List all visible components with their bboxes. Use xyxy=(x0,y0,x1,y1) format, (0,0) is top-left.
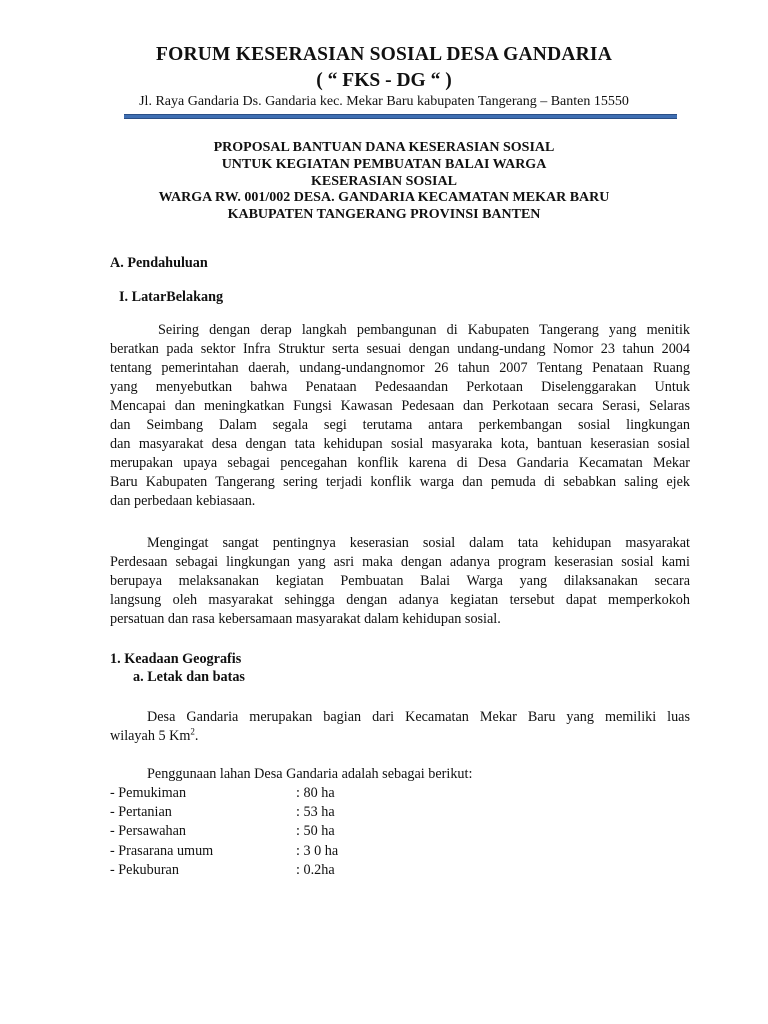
organization-abbreviation: ( “ FKS - DG “ ) xyxy=(316,70,452,91)
land-use-value: : 0.2ha xyxy=(296,862,335,878)
section-heading-letak-batas: a. Letak dan batas xyxy=(133,669,245,685)
area-suffix: . xyxy=(194,728,199,744)
proposal-title-line: KABUPATEN TANGERANG PROVINSI BANTEN xyxy=(227,207,541,222)
proposal-title-line: WARGA RW. 001/002 DESA. GANDARIA KECAMATAN MEKAR BARU xyxy=(158,190,610,205)
land-use-value: : 3 0 ha xyxy=(296,843,339,859)
land-use-label: - Prasarana umum xyxy=(110,843,214,859)
paragraph-line: Perdesaan sebagai lingkungan yang asri maka dengan adanya program keserasian sosial kami xyxy=(110,554,690,570)
paragraph-luas-wilayah xyxy=(110,708,690,746)
paragraph-line: Mengingat sangat pentingnya keserasian sosial dalam tata kehidupan masyarakat xyxy=(147,535,690,551)
paragraph-line: persatuan dan rasa kebersamaan masyarakat dalam kehidupan sosial. xyxy=(110,611,501,627)
land-use-label: - Pertanian xyxy=(110,804,172,820)
proposal-title-line: UNTUK KEGIATAN PEMBUATAN BALAI WARGA xyxy=(221,157,547,172)
paragraph-keserasian xyxy=(110,534,690,629)
section-heading-geografis: 1. Keadaan Geografis xyxy=(110,651,242,667)
paragraph-line: berupaya melaksanakan kegiatan Pembuatan Balai Warga yang dilaksanakan secara xyxy=(110,573,690,589)
proposal-title-line: PROPOSAL BANTUAN DANA KESERASIAN SOSIAL xyxy=(213,140,555,155)
paragraph-line xyxy=(110,727,690,746)
paragraph-line: tentang pemerintahan daerah, undang-undangnomor 26 tahun 2007 Tentang Penataan Ruang xyxy=(110,360,690,376)
paragraph-line: dan Seimbang Dalam segala segi terutama antara perkembangan sosial lingkungan xyxy=(110,417,690,433)
paragraph-line: merupakan upaya sebagai pencegahan konflik karena di Desa Gandaria Kecamatan Mekar xyxy=(110,455,690,471)
header-divider xyxy=(124,114,677,119)
organization-title: FORUM KESERASIAN SOSIAL DESA GANDARIA xyxy=(156,44,612,65)
area-superscript: 2 xyxy=(190,726,195,737)
area-text: wilayah 5 Km xyxy=(110,728,191,744)
paragraph-line: dan perbedaan kebiasaan. xyxy=(110,493,256,509)
paragraph-line: langsung oleh masyarakat sehingga dengan adanya kegiatan tersebut dapat memperkokoh xyxy=(110,592,690,608)
organization-address: Jl. Raya Gandaria Ds. Gandaria kec. Mekar Baru kabupaten Tangerang – Banten 15550 xyxy=(139,94,629,109)
paragraph-line: beratkan pada sektor Infra Struktur serta sesuai dengan undang-undang Nomor 23 tahun 2004 xyxy=(110,341,690,357)
section-heading-latar-belakang: I. LatarBelakang xyxy=(119,289,224,305)
proposal-title-line: KESERASIAN SOSIAL xyxy=(311,174,457,189)
land-use-label: - Persawahan xyxy=(110,823,187,839)
land-use-value: : 53 ha xyxy=(296,804,335,820)
land-use-value: : 80 ha xyxy=(296,785,335,801)
land-use-label: - Pekuburan xyxy=(110,862,179,878)
paragraph-latar-belakang xyxy=(110,321,690,511)
land-use-label: - Pemukiman xyxy=(110,785,187,801)
paragraph-line: dan masyarakat desa dengan tata kehidupan sosial masyaraka kota, bantuan keserasian sosial xyxy=(110,436,690,452)
land-use-intro: Penggunaan lahan Desa Gandaria adalah sebagai berikut: xyxy=(147,766,473,782)
paragraph-line: Mencapai dan meningkatkan Fungsi Kawasan Pedesaan dan Perkotaan secara Serasi, Selaras xyxy=(110,398,690,414)
paragraph-line: Baru Kabupaten Tangerang sering terjadi konflik warga dan pemuda di sebabkan saling ejek xyxy=(110,474,690,490)
land-use-value: : 50 ha xyxy=(296,823,335,839)
paragraph-line: Seiring dengan derap langkah pembangunan di Kabupaten Tangerang yang menitik xyxy=(158,322,690,338)
section-heading-pendahuluan: A. Pendahuluan xyxy=(110,255,208,271)
paragraph-line: Desa Gandaria merupakan bagian dari Kecamatan Mekar Baru yang memiliki luas xyxy=(147,709,690,725)
paragraph-line: yang menyebutkan bahwa Penataan Pedesaandan Perkotaan Diselenggarakan Untuk xyxy=(110,379,690,395)
